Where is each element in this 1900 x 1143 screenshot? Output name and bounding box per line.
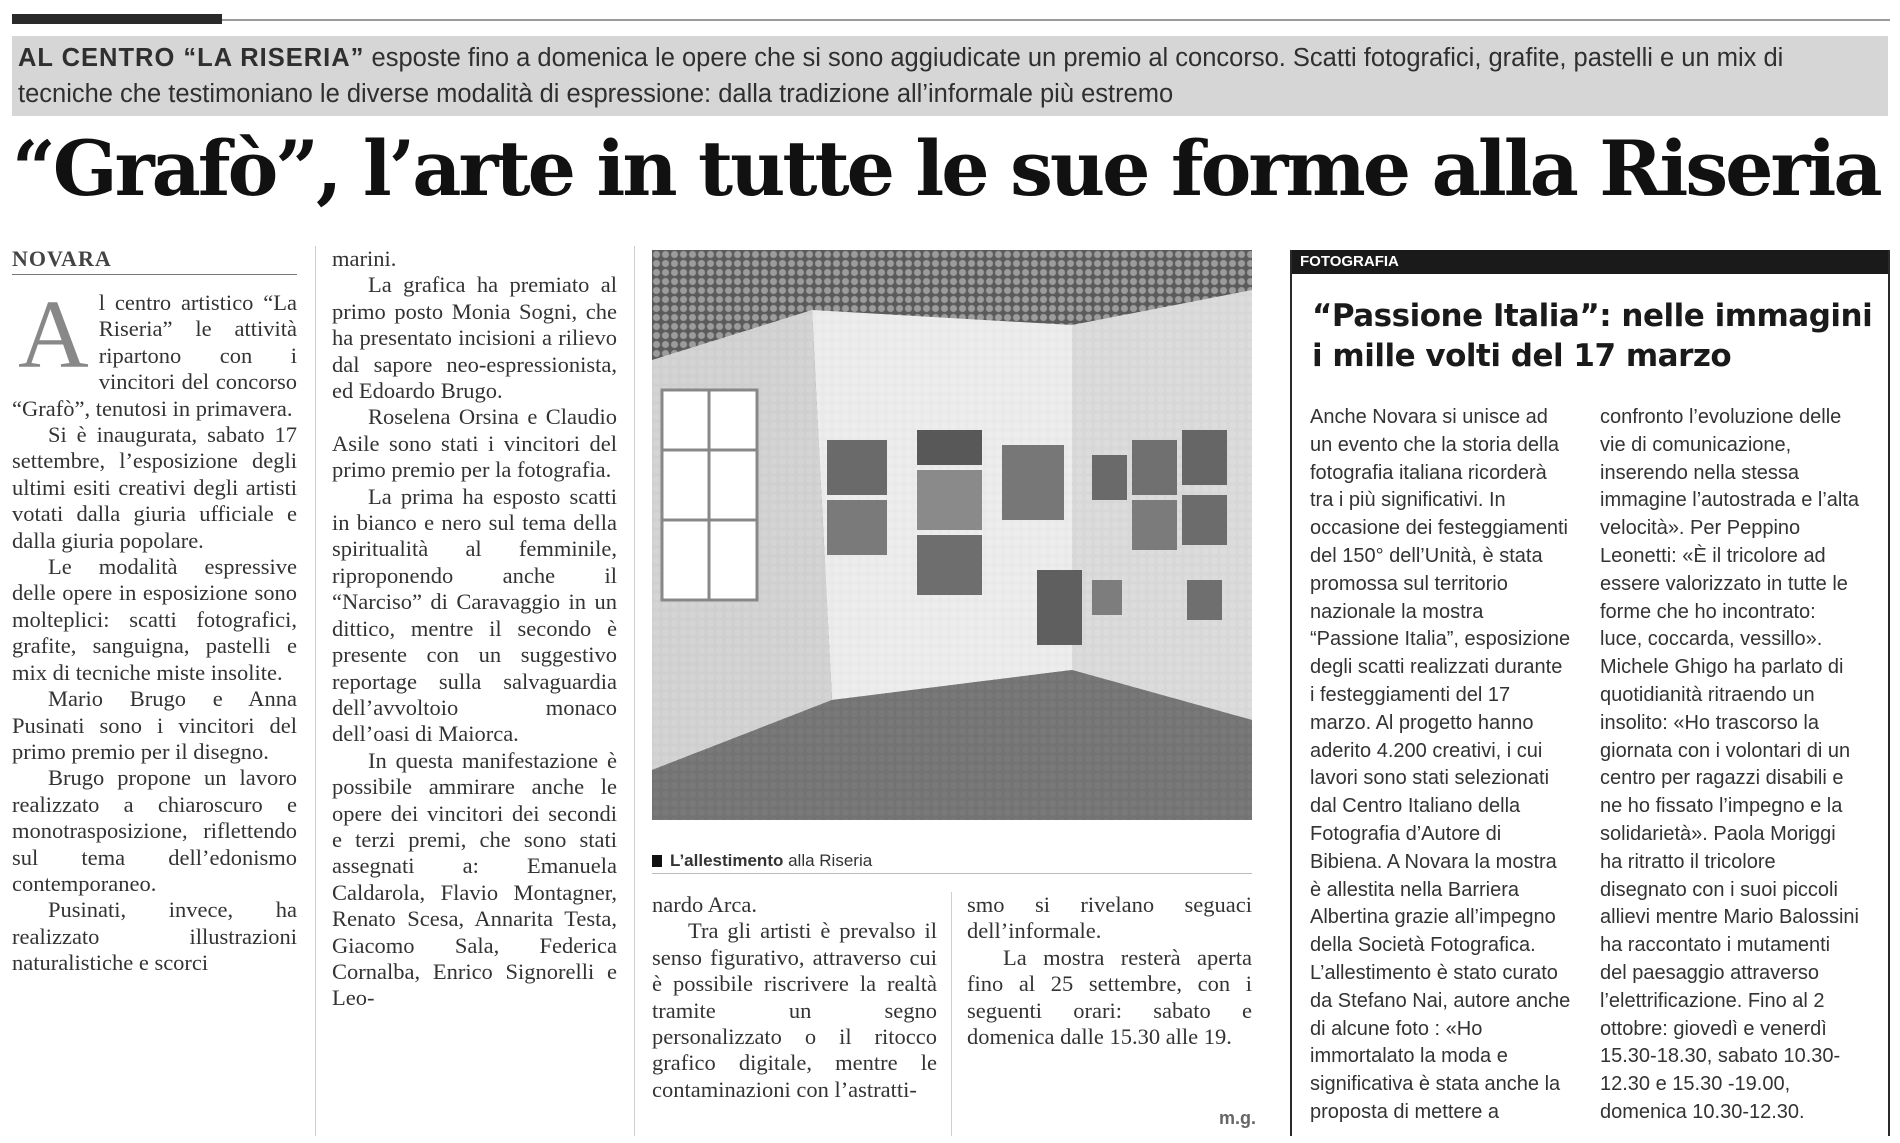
- photo-artwork: [1182, 430, 1227, 485]
- article-column-3: [652, 892, 937, 1136]
- caption-rule: [652, 873, 1252, 874]
- caption-square-icon: [652, 855, 662, 867]
- article-paragraph: Al centro artistico “La Riseria” le attività ripartono con i vincitori del concorso “Grafò”, tenutosi in primavera.: [12, 281, 297, 421]
- column-rule: [315, 246, 316, 1136]
- caption-text: alla Riseria: [783, 851, 873, 870]
- kicker-lead: AL CENTRO “LA RISERIA”: [18, 44, 365, 72]
- sidebar-title: “Passione Italia”: nelle immagini i mille volti del 17 marzo: [1312, 298, 1873, 374]
- photo-artwork: [1132, 500, 1177, 550]
- top-rule-thin: [222, 19, 1890, 21]
- dateline: NOVARA: [12, 246, 297, 275]
- article-paragraph: Pusinati, invece, ha realizzato illustrazioni naturalistiche e scorci: [12, 897, 297, 976]
- article-paragraph: Tra gli artisti è prevalso il senso figurativo, attraverso cui è possibile riscrivere la realtà tramite un segno personalizzato o il ritocco grafico digitale, mentre le contaminazioni con l’astratti-: [652, 918, 937, 1102]
- caption-bold: L’allestimento: [670, 851, 784, 870]
- photo-artwork: [1037, 570, 1082, 645]
- photo-artwork: [1002, 445, 1064, 520]
- author-signature: m.g.: [1218, 1108, 1256, 1128]
- sidebar-paragraph: confronto l’evoluzione delle vie di comunicazione, inserendo nella stessa immagine l’autostrada e l’alta velocità». Per Peppino Leonetti: «È il tricolore ad essere valorizzato in tutte le forme che ho incontrato: luce, coccarda, vessillo». Michele Ghigo ha parlato di quotidianità ritraendo un insolito: «Ho trascorso la giornata con i volontari di un centro per ragazzi disabili e ne ho fissato l’impegno e la solidarietà». Paola Moriggi ha ritratto il tricolore disegnato con i suoi piccoli allievi mentre Mario Balossini ha raccontato i mutamenti del paesaggio attraverso l’elettrificazione. Fino al 2 ottobre: giovedì e venerdì 15.30-18.30, sabato 10.30-12.30 e 15.30 -19.00, domenica 10.30-12.30.: [1600, 406, 1860, 1123]
- article-paragraph: La grafica ha premiato al primo posto Monia Sogni, che ha presentato incisioni a rilievo dal sapore neo-espressionista, ed Edoardo Brugo.: [332, 272, 617, 404]
- column-rule: [951, 892, 952, 1136]
- article-paragraph: La prima ha esposto scatti in bianco e nero sul tema della spiritualità al femminile, riproponendo anche il “Narciso” di Caravaggio in un dittico, mentre il secondo è presente con un suggestivo reportage sulla salvaguardia dell’avvoltoio monaco dell’oasi di Maiorca.: [332, 483, 617, 747]
- drop-cap: A: [18, 281, 89, 389]
- article-paragraph: In questa manifestazione è possibile ammirare anche le opere dei vincitori dei secondi e terzi premi, che sono stati assegnati a: Emanuela Caldarola, Flavio Montagner, Renato Scesa, Annarita Testa, Giacomo Sala, Federica Cornalba, Enrico Signorelli e Leo-: [332, 747, 617, 1011]
- sidebar-paragraph: Anche Novara si unisce ad un evento che la storia della fotografia italiana ricorderà tra i più significativi. In occasione dei festeggiamenti del 150° dell’Unità, è stata promossa sul territorio nazionale la mostra “Passione Italia”, esposizione degli scatti realizzati durante i festeggiamenti del 17 marzo. Al progetto hanno aderito 4.200 creativi, i cui lavori sono stati selezionati dal Centro Italiano della Fotografia d’Autore di Bibiena. A Novara la mostra è allestita nella Barriera Albertina grazie all’impegno della Società Fotografica. L’allestimento è stato curato da Stefano Nai, autore anche di alcune foto : «Ho immortalato la moda e significativa è stata anche la proposta di mettere a: [1310, 406, 1571, 1123]
- article-paragraph: nardo Arca.: [652, 892, 757, 917]
- photo-artwork: [1187, 580, 1222, 620]
- photo-artwork: [917, 470, 982, 530]
- sidebar-box: [1290, 250, 1890, 1136]
- photo-artwork: [1182, 495, 1227, 545]
- article-paragraph: smo si rivelano seguaci dell’informale.: [967, 892, 1252, 944]
- kicker-text: esposte fino a domenica le opere che si sono aggiudicate un premio al concorso. Scatti fotografici, grafite, pastelli e un mix di tecniche che testimoniano le diverse modalità di espressione: dalla tradizione all’informale più estremo: [18, 44, 1784, 108]
- photo-caption: [652, 848, 1252, 874]
- photo-artwork: [917, 430, 982, 465]
- photo-artwork: [827, 500, 887, 555]
- sidebar-column-2: [1600, 404, 1862, 1127]
- article-paragraph: Le modalità espressive delle opere in esposizione sono molteplici: scatti fotografici, grafite, sanguigna, pastelli e mix di tecniche miste insolite.: [12, 554, 297, 685]
- exhibition-photo: [652, 250, 1252, 820]
- article-paragraph: Roselena Orsina e Claudio Asile sono stati i vincitori del primo premio per la fotografia.: [332, 404, 617, 483]
- headline: “Grafò”, l’arte in tutte le sue forme alla Riseria: [12, 124, 1880, 213]
- photo-artwork: [1092, 455, 1127, 500]
- top-rule-thick: [12, 14, 222, 24]
- article-paragraph: La mostra resterà aperta fino al 25 settembre, con i seguenti orari: sabato e domenica dalle 15.30 alle 19.: [967, 944, 1252, 1050]
- photo-artwork: [1132, 440, 1177, 495]
- article-column-4: [967, 892, 1252, 1136]
- photo-artwork: [827, 440, 887, 495]
- photo-artwork: [1092, 580, 1122, 615]
- sidebar-section-label: FOTOGRAFIA: [1292, 250, 1888, 274]
- article-paragraph: Si è inaugurata, sabato 17 settembre, l’esposizione degli ultimi esiti creativi degli artisti votati dalla giuria ufficiale e dalla giuria popolare.: [12, 422, 297, 553]
- photo-artwork: [917, 535, 982, 595]
- article-paragraph: Brugo propone un lavoro realizzato a chiaroscuro e monotrasposizione, riflettendo sul tema dell’edonismo contemporaneo.: [12, 765, 297, 896]
- column-rule: [634, 246, 635, 1136]
- sidebar-column-1: [1310, 404, 1572, 1127]
- article-column-1: [12, 281, 297, 1140]
- kicker-banner: [12, 36, 1888, 116]
- article-paragraph: marini.: [332, 246, 397, 271]
- photo-scene: [652, 250, 1252, 820]
- article-paragraph: Mario Brugo e Anna Pusinati sono i vincitori del primo premio per il disegno.: [12, 686, 297, 764]
- article-column-2: [332, 246, 617, 1136]
